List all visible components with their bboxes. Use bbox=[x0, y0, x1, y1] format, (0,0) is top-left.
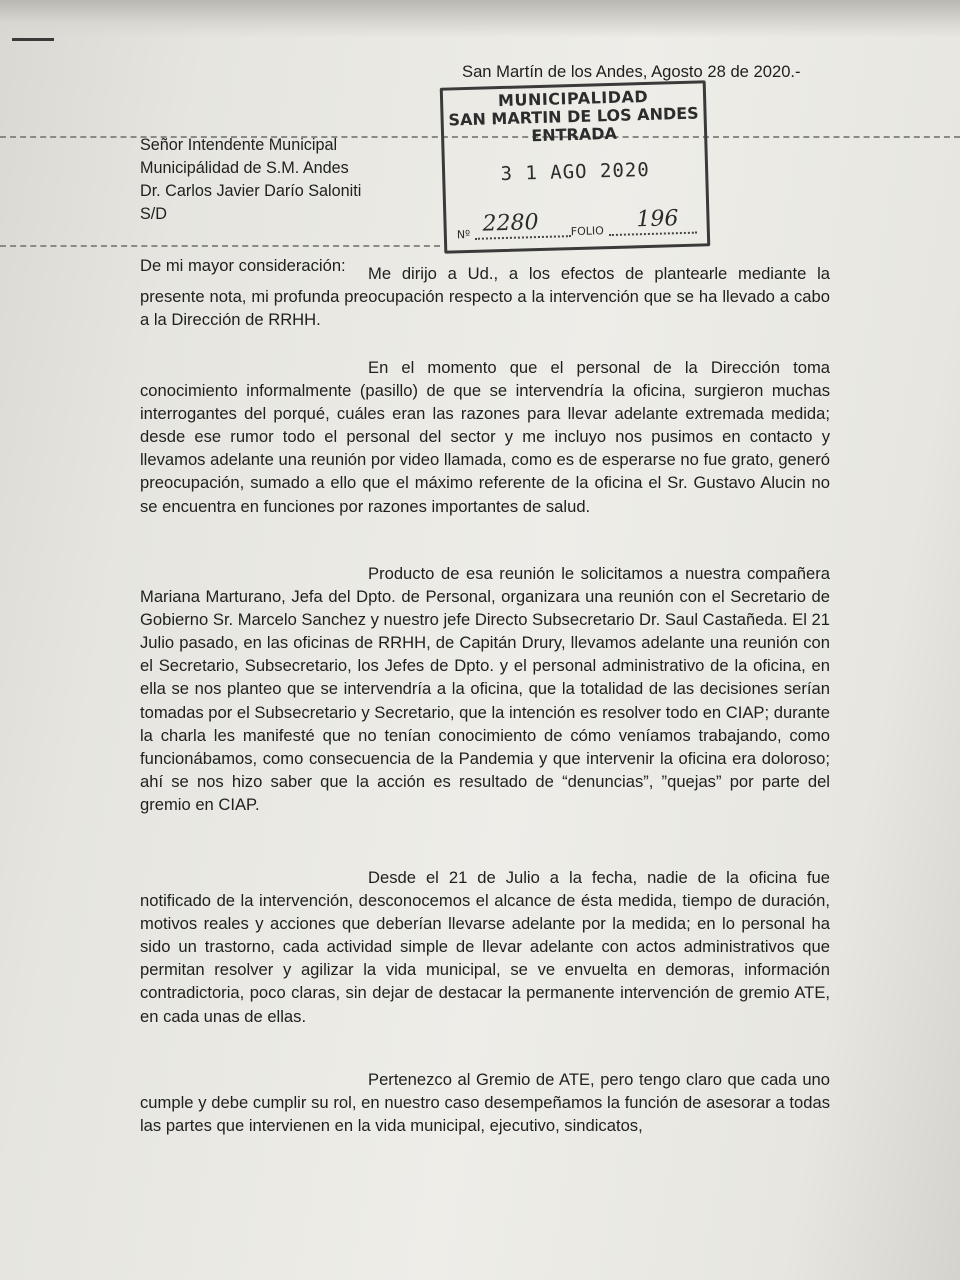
paragraph-1: Me dirijo a Ud., a los efectos de plantearle mediante la presente nota, mi profunda preocupación respecto a la intervención que se ha llevado a cabo a la Dirección de RRHH. bbox=[140, 264, 830, 330]
paragraph-5: Pertenezco al Gremio de ATE, pero tengo claro que cada uno cumple y debe cumplir su rol, en nuestro caso desempeñamos la función de asesorar a todas las partes que intervienen en la vida municipal, ejecutivo, sindicatos, bbox=[140, 1070, 830, 1136]
stamp-folio-dotted-line bbox=[609, 232, 697, 236]
stamp-folio-handwritten: 196 bbox=[636, 206, 679, 233]
stamp-line-1: MUNICIPALIDAD bbox=[497, 86, 649, 111]
paragraph-4: Desde el 21 de Julio a la fecha, nadie de la oficina fue notificado de la intervención, desconocemos el alcance de ésta medida, tiempo de duración, motivos reales y acciones que deberían llevarse adelante por la medida; en lo personal ha sido un trastorno, cada actividad simple de llevar adelante con actos administrativos que permitan resolver y agilizar la vida municipal, se ve envuelta en demoras, información contradictoria, poco claras, sin dejar de destacar la permanente intervención de gremio ATE, en cada unas de ellas. bbox=[140, 868, 830, 1026]
paragraph-2: En el momento que el personal de la Dirección toma conocimiento informalmente (pasillo) de que se intervendría la oficina, surgieron muchas interrogantes del porqué, cuáles eran las razones para llevar adelante extremada medida; desde ese rumor todo el personal del sector y me incluyo nos pusimos en contacto y llevamos adelante una reunión por video llamada, como es de esperarse no fue grato, generó preocupación, sumado a ello que el máximo referente de la oficina el Sr. Gustavo Alucin no se encuentra en funciones por razones importantes de salud. bbox=[140, 358, 830, 516]
photocopy-fold-line-lower bbox=[0, 245, 440, 247]
stamp-line-3: ENTRADA bbox=[531, 123, 618, 146]
letter-greeting: De mi mayor consideración: bbox=[140, 256, 346, 275]
recipient-line-1: Señor Intendente Municipal bbox=[140, 136, 338, 154]
letter-date: San Martín de los Andes, Agosto 28 de 2020.- bbox=[462, 62, 801, 81]
stamp-date: 3 1 AGO 2020 bbox=[500, 158, 651, 186]
photocopy-edge-shadow bbox=[0, 0, 960, 38]
stamp-line-2: SAN MARTIN DE LOS ANDES bbox=[448, 103, 699, 130]
stamp-number-handwritten: 2280 bbox=[482, 210, 539, 237]
recipient-line-3: Dr. Carlos Javier Darío Saloniti bbox=[140, 182, 362, 200]
stamp-footer bbox=[452, 206, 701, 243]
margin-dash-mark bbox=[12, 38, 54, 41]
recipient-line-4: S/D bbox=[140, 205, 167, 223]
recipient-line-2: Municipálidad de S.M. Andes bbox=[140, 159, 349, 177]
stamp-number-label: Nº bbox=[456, 227, 471, 242]
paragraph-3: Producto de esa reunión le solicitamos a nuestra compañera Mariana Marturano, Jefa del Dpto. de Personal, organizara una reunión con el Secretario de Gobierno Sr. Marcelo Sanchez y nuestro jefe Directo Subsecretario Dr. Saul Castañeda. El 21 Julio pasado, en las oficinas de RRHH, de Capitán Drury, llevamos adelante una reunión con el Secretario, Subsecretario, los Jefes de Dpto. y el personal administrativo de la oficina, en ella se nos planteo que se intervendría a la oficina, que la totalidad de las decisiones serían tomadas por el Subsecretario y Secretario, que la intención es resolver todo en CIAP; durante la charla les manifesté que no tenían conocimiento de cómo veníamos trabajando, como funcionábamos, como consecuencia de la Pandemia y que intervenir la oficina era doloroso; ahí se nos hizo saber que la acción es resultado de “denuncias”, ”quejas” por parte del gremio en CIAP. bbox=[140, 564, 830, 814]
stamp-folio-label: FOLIO bbox=[570, 224, 605, 239]
entry-stamp bbox=[440, 80, 711, 253]
